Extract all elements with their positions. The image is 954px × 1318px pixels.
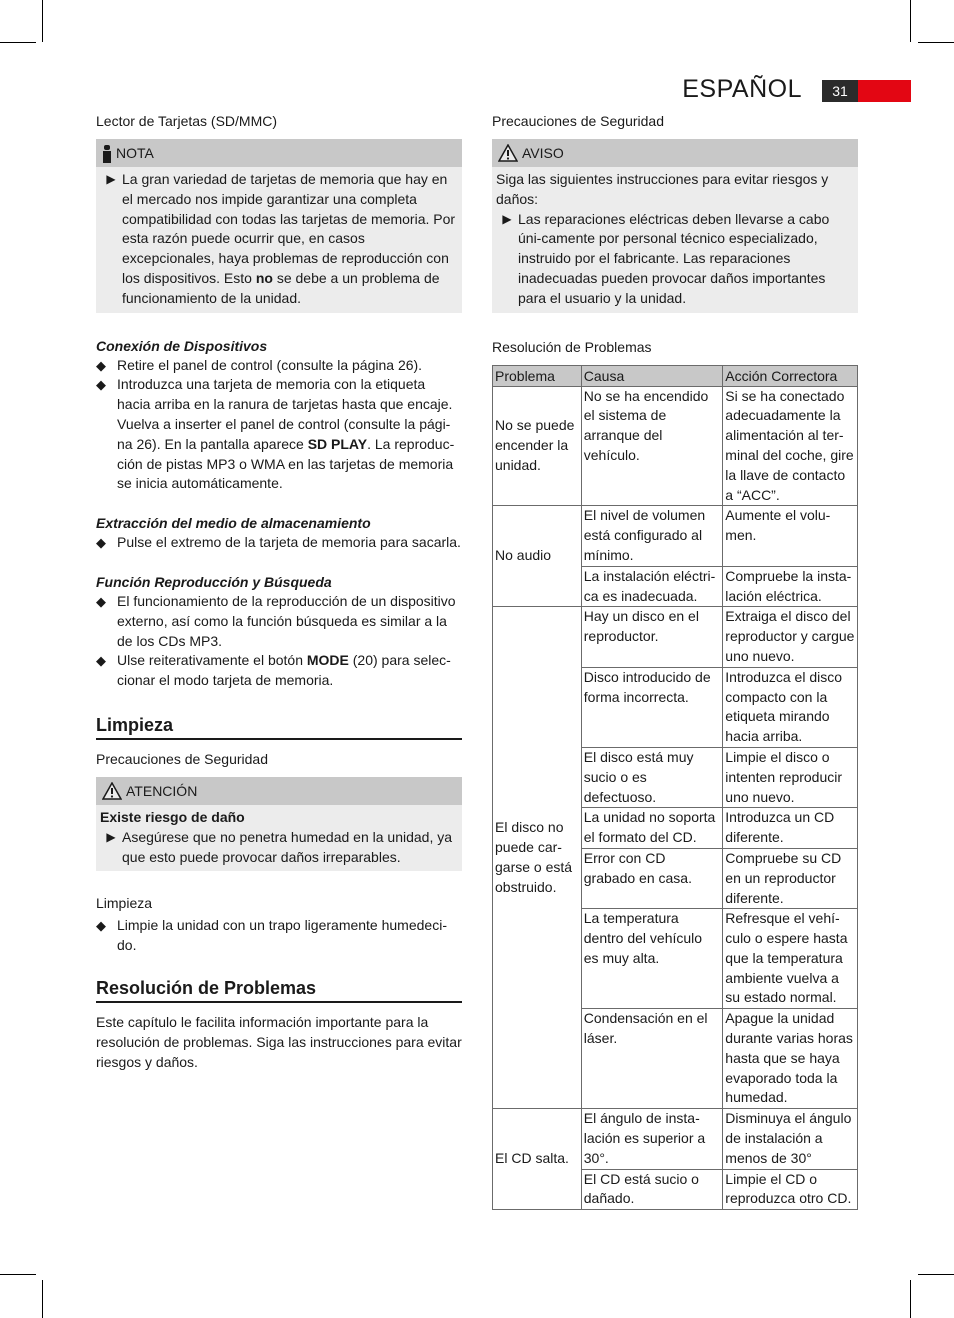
- table-row: [493, 607, 858, 667]
- list-item: ◆ Limpie la unidad con un trapo ligeramente humedeci-do.: [96, 916, 462, 956]
- column-header: Causa: [581, 365, 723, 386]
- cleaning-safety-heading: Precauciones de Seguridad: [96, 750, 269, 767]
- right-column: [492, 111, 858, 1210]
- warning-label: AVISO: [522, 145, 564, 161]
- action-cell: Introduzca un CD diferente.: [723, 808, 858, 849]
- column-header: Acción Correctora: [723, 365, 858, 386]
- table-row: [493, 386, 858, 506]
- action-cell: Compruebe la insta-lación eléctrica.: [723, 566, 858, 607]
- action-cell: Limpie el CD o reproduzca otro CD.: [723, 1169, 858, 1210]
- diamond-bullet-icon: ◆: [96, 918, 106, 934]
- diamond-bullet-icon: ◆: [96, 653, 106, 669]
- crop-mark: [0, 42, 36, 43]
- cause-cell: Hay un disco en el reproductor.: [581, 607, 723, 667]
- cause-cell: El disco está muy sucio o es defectuoso.: [581, 747, 723, 807]
- diamond-bullet-icon: ◆: [96, 377, 106, 393]
- action-cell: Extraiga el disco del reproductor y cargue uno nuevo.: [723, 607, 858, 667]
- arrow-bullet-icon: ▶: [106, 172, 116, 186]
- attention-box-body: [96, 805, 462, 871]
- attention-item: ▶ Asegúrese que no penetra humedad en la unidad, ya que esto puede provocar daños irreparables.: [100, 828, 458, 868]
- warning-box-header: [492, 139, 858, 167]
- list-item: ◆ El funcionamiento de la reproducción de un dispositivo externo, así como la función búsqueda es similar a la de los CDs MP3.: [96, 592, 462, 651]
- page-language-title: ESPAÑOL: [682, 75, 802, 103]
- crop-mark: [910, 1280, 911, 1318]
- safety-heading: Precauciones de Seguridad: [492, 113, 665, 129]
- cleaning-section-title: Limpieza: [96, 713, 462, 740]
- crop-mark: [918, 42, 954, 43]
- extraction-heading: Extracción del medio de almacenamiento: [96, 515, 371, 532]
- action-cell: Refresque el vehí-culo o espere hasta que la temperatura ambiente vuelva a su estado normal.: [723, 909, 858, 1009]
- troubleshooting-table: [492, 365, 858, 1211]
- problem-cell: No audio: [493, 506, 582, 607]
- cause-cell: La unidad no soporta el formato del CD.: [581, 808, 723, 849]
- table-row: [493, 506, 858, 566]
- cause-cell: Error con CD grabado en casa.: [581, 848, 723, 908]
- page-number: 31: [822, 80, 858, 102]
- action-cell: Apague la unidad durante varias horas hasta que se haya evaporado toda la humedad.: [723, 1009, 858, 1109]
- list-item: ◆ Pulse el extremo de la tarjeta de memoria para sacarla.: [96, 533, 462, 553]
- problem-cell: El CD salta.: [493, 1109, 582, 1210]
- note-box-body: [96, 167, 462, 313]
- action-cell: Aumente el volu-men.: [723, 506, 858, 566]
- crop-mark: [42, 0, 43, 42]
- action-cell: Compruebe su CD en un reproductor diferente.: [723, 848, 858, 908]
- note-label: NOTA: [116, 145, 154, 161]
- attention-label: ATENCIÓN: [126, 782, 198, 799]
- table-header-row: [493, 365, 858, 386]
- problem-cell: No se puede encender la unidad.: [493, 386, 582, 506]
- cause-cell: Disco introducido de forma incorrecta.: [581, 667, 723, 747]
- cause-cell: El nivel de volumen está configurado al mínimo.: [581, 506, 723, 566]
- page-accent-bar: [858, 80, 911, 102]
- cause-cell: La temperatura dentro del vehículo es muy alta.: [581, 909, 723, 1009]
- action-cell: Introduzca el disco compacto con la etiqueta mirando hacia arriba.: [723, 667, 858, 747]
- connection-heading: Conexión de Dispositivos: [96, 337, 268, 354]
- cause-cell: La instalación eléctri-ca es inadecuada.: [581, 566, 723, 607]
- cause-cell: El ángulo de insta-lación es superior a 30°.: [581, 1109, 723, 1169]
- action-cell: Disminuya el ángulo de instalación a menos de 30°: [723, 1109, 858, 1169]
- list-item: ◆ Ulse reiterativamente el botón MODE (20) para selec-cionar el modo tarjeta de memoria.: [96, 651, 462, 691]
- playback-heading: Función Reproducción y Búsqueda: [96, 573, 332, 590]
- list-item: ◆ Introduzca una tarjeta de memoria con la etiqueta hacia arriba en la ranura de tarjetas hasta que encaje. Vuelva a inserter el panel de control (consulte la pági-na 26). En la pantalla aparece SD PLAY. La reproduc-ción de pistas MP3 o WMA en las tarjetas de memoria se inicia automáticamente.: [96, 375, 462, 494]
- note-item: ▶ La gran variedad de tarjetas de memoria que hay en el mercado nos impide garantizar una completa compatibilidad con todas las tarjetas de memoria. Por esta razón puede ocurrir que, en casos excepcionales, haya problemas de reproducción con los dispositivos. Esto no se debe a un problema de funcionamiento de la unidad.: [100, 170, 458, 309]
- attention-subtitle: Existe riesgo de daño: [100, 808, 245, 825]
- warning-triangle-icon: [102, 782, 122, 800]
- warning-intro: Siga las siguientes instrucciones para evitar riesgos y daños:: [496, 171, 829, 207]
- warning-box-body: [492, 167, 858, 313]
- action-cell: Limpie el disco o intenten reproducir uno nuevo.: [723, 747, 858, 807]
- column-header: Problema: [493, 365, 582, 386]
- crop-mark: [918, 1274, 954, 1275]
- note-box: [96, 139, 462, 313]
- warning-item: ▶ Las reparaciones eléctricas deben llevarse a cabo úni-camente por personal técnico especializado, instruido por el fabricante. Las reparaciones inadecuadas pueden provocar daños importantes para el usuario y la unidad.: [496, 210, 854, 309]
- crop-mark: [42, 1280, 43, 1318]
- info-icon: [102, 144, 112, 163]
- list-item: ◆ Retire el panel de control (consulte la página 26).: [96, 356, 462, 376]
- problem-cell: El disco no puede car-garse o está obstruido.: [493, 607, 582, 1109]
- arrow-bullet-icon: ▶: [502, 211, 512, 226]
- note-box-header: [96, 139, 462, 167]
- troubleshooting-intro: Este capítulo le facilita información importante para la resolución de problemas. Siga las instrucciones para evitar riesgos y daños.: [96, 1013, 462, 1070]
- cause-cell: El CD está sucio o dañado.: [581, 1169, 723, 1210]
- action-cell: Si se ha conectado adecuadamente la alimentación al ter-minal del coche, gire la llave de contacto a “ACC”.: [723, 386, 858, 506]
- crop-mark: [910, 0, 911, 42]
- cause-cell: Condensación en el láser.: [581, 1009, 723, 1109]
- arrow-bullet-icon: ▶: [106, 829, 116, 844]
- attention-box: [96, 777, 462, 871]
- left-column: [96, 111, 462, 1072]
- diamond-bullet-icon: ◆: [96, 535, 106, 551]
- table-row: [493, 1109, 858, 1169]
- diamond-bullet-icon: ◆: [96, 357, 106, 373]
- warning-box: [492, 139, 858, 313]
- crop-mark: [0, 1274, 36, 1275]
- warning-triangle-icon: [498, 144, 518, 162]
- diamond-bullet-icon: ◆: [96, 593, 106, 609]
- troubleshooting-table-heading: Resolución de Problemas: [492, 338, 652, 355]
- cleaning-heading: Limpieza: [96, 895, 153, 912]
- attention-box-header: [96, 777, 462, 805]
- troubleshooting-section-title: Resolución de Problemas: [96, 976, 462, 1003]
- card-reader-heading: Lector de Tarjetas (SD/MMC): [96, 113, 278, 129]
- cause-cell: No se ha encendido el sistema de arranque del vehículo.: [581, 386, 723, 506]
